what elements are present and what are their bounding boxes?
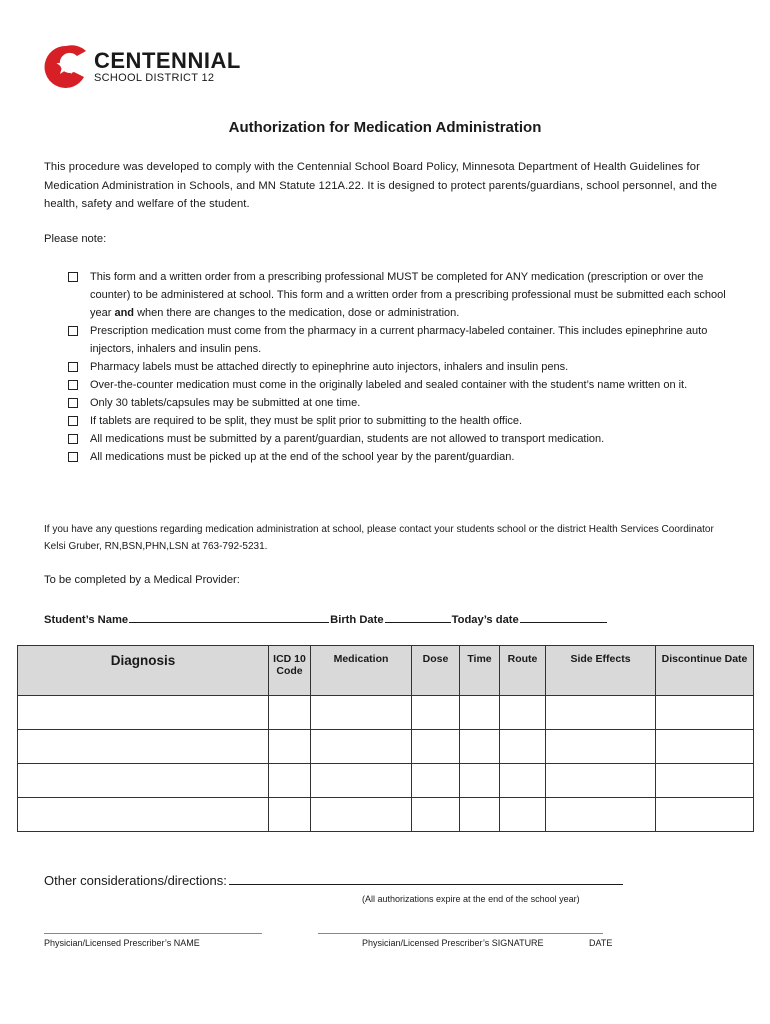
logo-subtitle: SCHOOL DISTRICT 12 [94, 72, 215, 84]
table-cell[interactable] [269, 764, 311, 798]
table-cell[interactable] [656, 798, 754, 832]
table-cell[interactable] [460, 798, 500, 832]
prescriber-signature-field[interactable] [318, 933, 603, 934]
table-cell[interactable] [269, 730, 311, 764]
header-icd-code: ICD 10 Code [269, 646, 311, 696]
prescriber-name-field[interactable] [44, 933, 262, 934]
expiration-note: (All authorizations expire at the end of the school year) [362, 894, 580, 904]
table-cell[interactable] [269, 696, 311, 730]
star-c-logo-icon [44, 44, 88, 90]
checkbox[interactable] [68, 416, 78, 426]
table-row [18, 696, 754, 730]
table-cell[interactable] [460, 764, 500, 798]
table-cell[interactable] [311, 696, 412, 730]
table-cell[interactable] [412, 696, 460, 730]
checkbox[interactable] [68, 362, 78, 372]
checklist-item [68, 358, 728, 376]
checklist-item [68, 322, 728, 358]
table-cell[interactable] [500, 696, 546, 730]
checklist-item-text: Only 30 tablets/capsules may be submitted at one time. [90, 397, 361, 409]
medical-provider-heading: To be completed by a Medical Provider: [44, 574, 240, 586]
table-cell[interactable] [460, 730, 500, 764]
checklist-item-text: All medications must be picked up at the end of the school year by the parent/guardian. [90, 451, 515, 463]
table-header-row [18, 646, 754, 696]
table-cell[interactable] [412, 730, 460, 764]
checklist-item [68, 268, 728, 322]
student-info-line [44, 611, 608, 626]
table-cell[interactable] [500, 798, 546, 832]
table-row [18, 798, 754, 832]
table-cell[interactable] [18, 764, 269, 798]
other-considerations-field[interactable] [229, 874, 623, 885]
student-name-label: Student’s Name [44, 614, 129, 626]
other-considerations-line [44, 873, 623, 888]
birth-date-field[interactable] [385, 611, 451, 623]
table-cell[interactable] [412, 764, 460, 798]
intro-paragraph: This procedure was developed to comply with the Centennial School Board Policy, Minnesota Department of Health Guidelines for Medication Administration in Schools, and MN Statute 121A.22. It is designed to protect parents/guardians, school personnel, and the health, safety and welfare of the student. [44, 161, 718, 210]
checklist-item-bold: and [114, 307, 135, 319]
table-cell[interactable] [546, 730, 656, 764]
header-side-effects: Side Effects [546, 646, 656, 696]
table-cell[interactable] [656, 730, 754, 764]
checkbox[interactable] [68, 272, 78, 282]
prescriber-signature-label: Physician/Licensed Prescriber’s SIGNATURE [362, 938, 544, 948]
page-title: Authorization for Medication Administration [228, 119, 542, 136]
contact-paragraph: If you have any questions regarding medication administration at school, please contact your students school or the district Health Services Coordinator Kelsi Gruber, RN,BSN,PHN,LSN at 763-792-5231. [44, 524, 714, 552]
checklist-item [68, 394, 728, 412]
prescriber-name-label: Physician/Licensed Prescriber’s NAME [44, 938, 200, 948]
table-cell[interactable] [656, 696, 754, 730]
requirements-checklist [68, 268, 728, 466]
table-cell[interactable] [460, 696, 500, 730]
table-row [18, 730, 754, 764]
todays-date-label: Today’s date [451, 614, 519, 626]
logo-name: CENTENNIAL [94, 48, 241, 73]
please-note-label: Please note: [44, 233, 107, 245]
table-cell[interactable] [546, 764, 656, 798]
checklist-item-text: Pharmacy labels must be attached directly to epinephrine auto injectors, inhalers and insulin pens. [90, 361, 569, 373]
table-cell[interactable] [656, 764, 754, 798]
table-cell[interactable] [18, 798, 269, 832]
checklist-item-text-end: when there are changes to the medication, dose or administration. [134, 307, 460, 319]
table-cell[interactable] [311, 798, 412, 832]
table-cell[interactable] [500, 730, 546, 764]
signature-date-label: DATE [589, 938, 613, 948]
checklist-item [68, 430, 728, 448]
header-diagnosis: Diagnosis [18, 646, 269, 696]
checklist-item-text: This form and a written order from a prescribing professional MUST be completed for ANY medication (prescription or over the counter) to be administered at school. This form and a written order from a prescribing professional must be submitted each school year [90, 271, 726, 319]
checklist-item-text: If tablets are required to be split, they must be split prior to submitting to the health office. [90, 415, 523, 427]
table-cell[interactable] [18, 696, 269, 730]
checklist-item [68, 448, 728, 466]
checklist-item-text: All medications must be submitted by a parent/guardian, students are not allowed to transport medication. [90, 433, 605, 445]
todays-date-field[interactable] [520, 611, 607, 623]
table-cell[interactable] [269, 798, 311, 832]
checkbox[interactable] [68, 452, 78, 462]
checklist-item [68, 376, 728, 394]
table-cell[interactable] [18, 730, 269, 764]
checkbox[interactable] [68, 380, 78, 390]
header-medication: Medication [311, 646, 412, 696]
header-route: Route [500, 646, 546, 696]
checklist-item-text: Prescription medication must come from the pharmacy in a current pharmacy-labeled container. This includes epinephrine auto injectors, inhalers and insulin pens. [90, 325, 708, 355]
other-considerations-label: Other considerations/directions: [44, 873, 227, 888]
table-cell[interactable] [546, 798, 656, 832]
table-cell[interactable] [311, 730, 412, 764]
table-cell[interactable] [311, 764, 412, 798]
header-time: Time [460, 646, 500, 696]
checkbox[interactable] [68, 434, 78, 444]
header-dose: Dose [412, 646, 460, 696]
table-row [18, 764, 754, 798]
checkbox[interactable] [68, 326, 78, 336]
table-cell[interactable] [500, 764, 546, 798]
birth-date-label: Birth Date [330, 614, 384, 626]
medication-table [17, 645, 754, 832]
header-discontinue-date: Discontinue Date [656, 646, 754, 696]
table-cell[interactable] [546, 696, 656, 730]
checkbox[interactable] [68, 398, 78, 408]
checklist-item-text: Over-the-counter medication must come in the originally labeled and sealed container with the student’s name written on it. [90, 379, 688, 391]
district-logo [44, 42, 244, 92]
table-cell[interactable] [412, 798, 460, 832]
checklist-item [68, 412, 728, 430]
student-name-field[interactable] [129, 611, 329, 623]
